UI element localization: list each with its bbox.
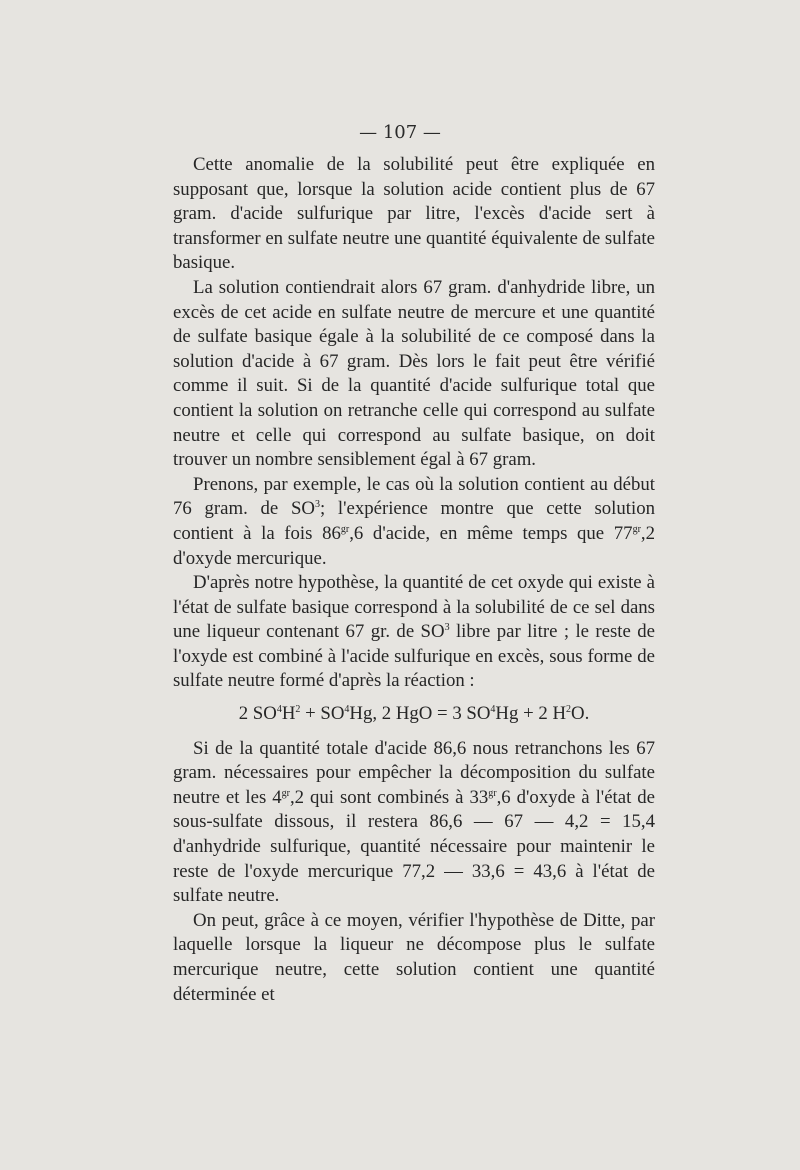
paragraph xyxy=(173,571,655,694)
text-run: Prenons, par exemple, le cas où la solution contient au début 76 gram. de SO xyxy=(173,473,655,520)
superscript: 3 xyxy=(314,499,320,511)
superscript: gr xyxy=(632,523,641,535)
superscript: 4 xyxy=(344,704,350,716)
paragraph xyxy=(173,276,655,473)
paragraph xyxy=(173,909,655,1007)
body-text xyxy=(173,153,655,1007)
text-run: Si de la quantité totale d'acide 86,6 nous retranchons les 67 gram. nécessaires pour empêcher la décomposition du sulfate neutre et les 4 xyxy=(173,737,655,808)
superscript: 2 xyxy=(295,704,301,716)
paragraph xyxy=(173,153,655,276)
text-run: D'après notre hypothèse, la quantité de cet oxyde qui existe à l'état de sulfate basique correspond à la solubilité de ce sel dans une liqueur contenant 67 gr. de SO xyxy=(173,572,655,643)
superscript: 3 xyxy=(444,622,450,634)
superscript: gr xyxy=(340,523,350,535)
text-run: ,2 d'oxyde mercurique. xyxy=(173,522,655,569)
text-run: Hg, 2 HgO = 3 SO xyxy=(349,703,491,725)
paragraph xyxy=(173,737,655,909)
superscript: gr xyxy=(488,787,497,799)
text-run: Cette anomalie de la solubilité peut être expliquée en supposant que, lorsque la solution acide contient plus de 67 gram. d'acide sulfurique par litre, l'excès d'acide sert à transformer en sulfate neutre une quantité équivalente de sulfate basique. xyxy=(173,154,655,274)
text-run: 2 SO xyxy=(238,703,277,725)
chemical-equation xyxy=(173,702,655,727)
text-run: H xyxy=(281,703,296,725)
text-run: ; l'expérience montre que cette solution contient à la fois 86 xyxy=(173,498,656,544)
text-run: Hg + 2 H xyxy=(495,703,567,725)
superscript: 2 xyxy=(566,704,572,716)
text-run: ,2 qui sont combinés à 33 xyxy=(289,786,489,808)
superscript: 4 xyxy=(276,704,282,716)
superscript: gr xyxy=(281,787,290,799)
text-run: ,6 d'acide, en même temps que 77 xyxy=(349,522,633,544)
text-run: + SO xyxy=(300,703,345,725)
text-run: La solution contiendrait alors 67 gram. d'anhydride libre, un excès de cet acide en sulfate neutre de mercure et une quantité de sulfate basique égale à la solubilité de ce composé dans la solution d'acide à 67 gram. Dès lors le fait peut être vérifié comme il suit. Si de la quantité d'acide sulfurique total que contient la solution on retranche celle qui correspond au sulfate neutre et celle qui correspond au sulfate basique, on doit trouver un nombre sensiblement égal à 67 gram. xyxy=(173,276,655,471)
text-run: O. xyxy=(571,703,590,725)
superscript: 4 xyxy=(490,704,496,716)
paragraph xyxy=(173,473,655,571)
text-run: On peut, grâce à ce moyen, vérifier l'hypothèse de Ditte, par laquelle lorsque la liqueur ne décompose plus le sulfate mercurique neutre, cette solution contient une quantité déterminée et xyxy=(173,909,655,1005)
text-run: libre par litre ; le reste de l'oxyde est combiné à l'acide sulfurique en excès, sous forme de sulfate neutre formé d'après la réaction : xyxy=(173,621,655,692)
text-run: ,6 d'oxyde à l'état de sous-sulfate dissous, il restera 86,6 — 67 — 4,2 = 15,4 d'anhydride sulfurique, quantité nécessaire pour maintenir le reste de l'oxyde mercurique 77,2 — 33,6 = 43,6 à l'état de sulfate neutre. xyxy=(173,786,655,907)
page-number: — 107 — xyxy=(359,122,441,143)
